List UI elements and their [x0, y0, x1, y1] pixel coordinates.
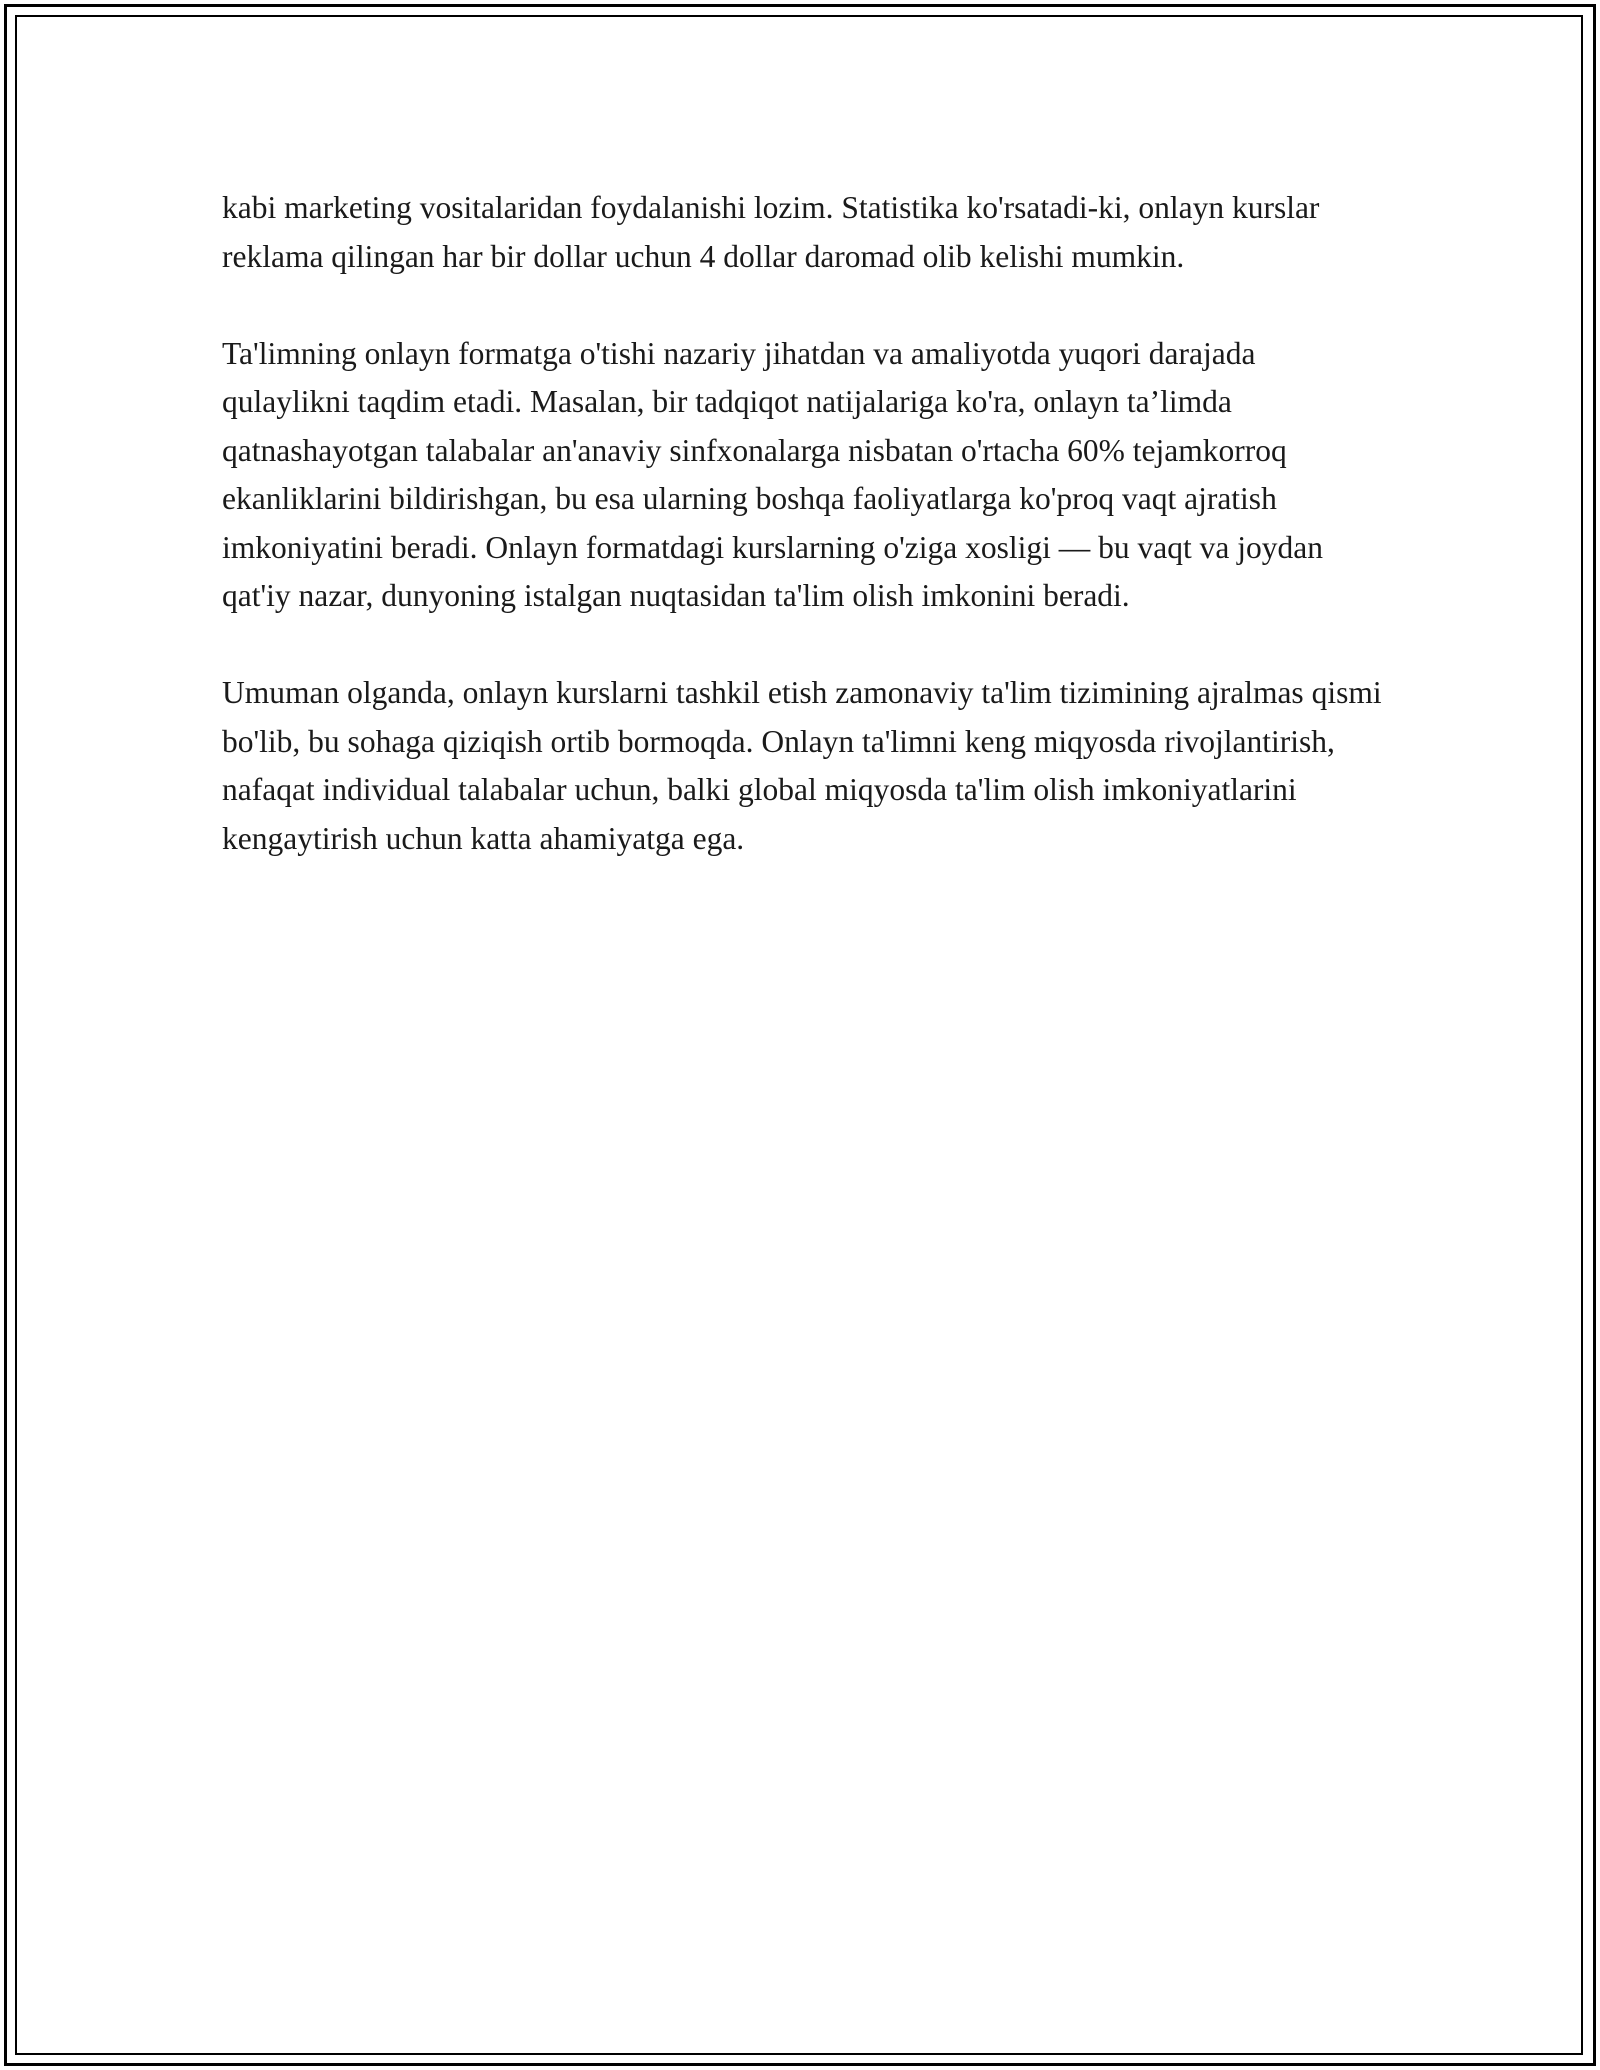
paragraph-conclusion: Umuman olganda, onlayn kurslarni tashkil etish zamonaviy ta'lim tizimining ajralmas qismi bo'lib, bu sohaga qiziqish ortib bormoqda. Onlayn ta'limni keng miqyosda rivojlantirish, nafaqat individual talabalar uchun, balki global miqyosda ta'lim olish imkoniyatlarini kengaytirish uchun katta ahamiyatga ega. [222, 675, 1382, 856]
document-body [222, 184, 1382, 912]
paragraph-online-format-benefits: Ta'limning onlayn formatga o'tishi nazariy jihatdan va amaliyotda yuqori darajada qulaylikni taqdim etadi. Masalan, bir tadqiqot natijalariga ko'ra, onlayn ta’limda qatnashayotgan talabalar an'anaviy sinfxonalarga nisbatan o'rtacha 60% tejamkorroq ekanliklarini bildirishgan, bu esa ularning boshqa faoliyatlarga ko'proq vaqt ajratish imkoniyatini beradi. Onlayn formatdagi kurslarning o'ziga xosligi — bu vaqt va joydan qat'iy nazar, dunyoning istalgan nuqtasidan ta'lim olish imkonini beradi. [222, 335, 1323, 613]
paragraph-marketing-statistics: kabi marketing vositalaridan foydalanishi lozim. Statistika ko'rsatadi-ki, onlayn kurslar reklama qilingan har bir dollar uchun 4 dollar daromad olib kelishi mumkin. [222, 190, 1320, 274]
